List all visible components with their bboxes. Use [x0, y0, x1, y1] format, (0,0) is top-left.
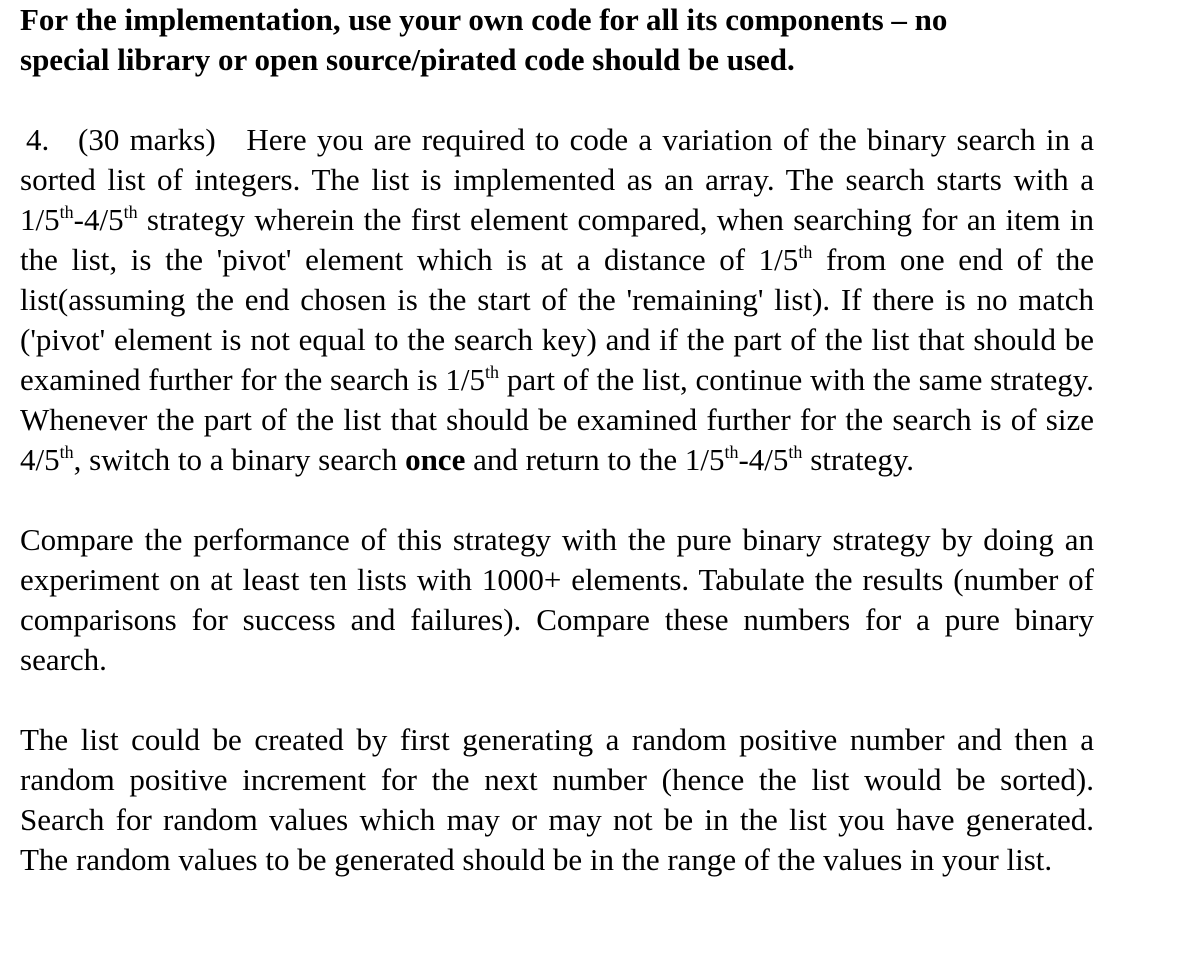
emphasis-once: once [405, 442, 466, 477]
ordinal-suffix: th [798, 242, 813, 262]
ordinal-suffix: th [724, 442, 739, 462]
ordinal-suffix: th [788, 442, 803, 462]
question-text-4: from one end of the list(assuming the end chosen is the start of the 'remaining' list). If there is no match ('pivot' element is not equal to the search key) and if the part of the list that should be examined further for the search is 1/5 [20, 242, 1094, 397]
ordinal-suffix: th [485, 362, 500, 382]
question-marks: (30 marks) [78, 122, 216, 157]
question-text-3: strategy wherein the first element compared, when searching for an item in the list, is the 'pivot' element which is at a distance of 1/5 [20, 202, 1094, 277]
question-text-1: Here you are required to code a variation of the binary search in a sorted list of integers. The list is implemented as an array. The search starts with a 1/5 [20, 122, 1094, 237]
question-text-6: , switch to a binary search [73, 442, 406, 477]
implementation-note-line-1: For the implementation, use your own code for all its components – no [20, 2, 948, 37]
ordinal-suffix: th [59, 442, 74, 462]
question-text-2: -4/5 [73, 202, 124, 237]
ordinal-suffix: th [123, 202, 138, 222]
compare-paragraph: Compare the performance of this strategy with the pure binary strategy by doing an experiment on at least ten lists with 1000+ elements. Tabulate the results (number of comparisons for success and failures). Compare these numbers for a pure binary search. [20, 522, 1094, 677]
ordinal-suffix: th [59, 202, 74, 222]
question-text-7: and return to the 1/5 [465, 442, 725, 477]
question-text-9: strategy. [802, 442, 915, 477]
implementation-note-line-2: special library or open source/pirated code should be used. [20, 42, 795, 77]
implementation-note [20, 0, 1094, 80]
list-generation-paragraph: The list could be created by first generating a random positive number and then a random positive increment for the next number (hence the list would be sorted). Search for random values which may or may not be in the list you have generated. The random values to be generated should be in the range of the values in your list. [20, 722, 1094, 877]
question-4-paragraph [20, 120, 1094, 480]
question-text-5: part of the list, continue with the same strategy. Whenever the part of the list that should be examined further for the search is of size 4/5 [20, 362, 1094, 477]
question-number: 4. [26, 122, 50, 157]
document-page [20, 0, 1094, 880]
question-text-8: -4/5 [738, 442, 789, 477]
